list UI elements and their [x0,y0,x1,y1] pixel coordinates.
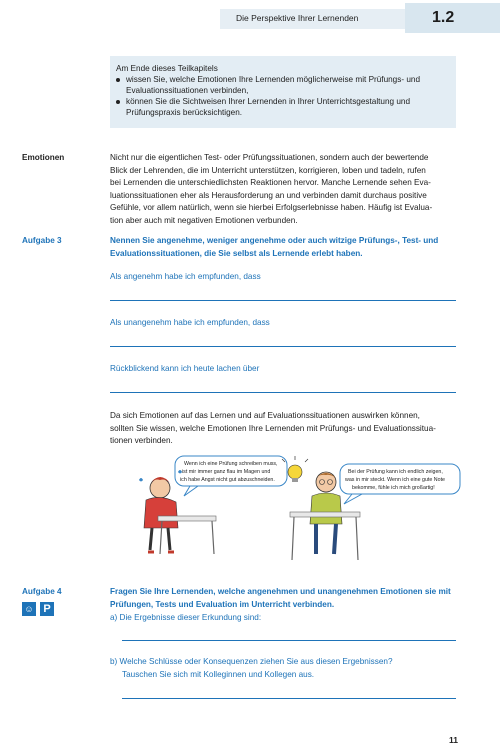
bullet-icon [116,78,120,82]
bubble-right-line: bekomme, fühle ich mich großartig! [352,485,435,491]
aufgabe-4-part-b-line-2: Tauschen Sie sich mit Kolleginnen und Kollegen aus. [122,670,315,679]
prompt-unpleasant: Als unangenehm habe ich empfunden, dass [110,318,270,327]
transition-line: tionen verbinden. [110,436,173,445]
page-number: 11 [449,735,458,745]
group-work-icon: ☺ [22,602,36,616]
paragraph-line: tion aber auch mit negativen Emotionen verbunden. [110,215,298,225]
portfolio-p-icon: P [40,602,54,616]
prompt-funny: Rückblickend kann ich heute lachen über [110,364,260,373]
transition-line: Da sich Emotionen auf das Lernen und auf Evaluationssituationen auswirken können, [110,411,420,420]
paragraph-line: luationssituationen eher als Herausforderung an und verbinden damit durchaus positive [110,190,427,200]
answer-line-conclusions[interactable] [122,698,456,699]
answer-line-funny[interactable] [110,392,456,393]
anxious-student-figure [144,477,216,554]
page-header [0,0,500,34]
objective-1-line-2: Evaluationssituationen verbinden, [126,86,249,95]
answer-line-pleasant[interactable] [110,300,456,301]
objective-2-line-2: Prüfungspraxis berücksichtigen. [126,108,243,117]
learning-objectives-box [110,56,456,128]
aufgabe-4-label: Aufgabe 4 [22,587,62,596]
paragraph-line: Gefühle, vor allem natürlich, wenn sie hierbei Erfolgserlebnisse haben. Häufig ist Evalua- [110,203,433,212]
speech-bubble-confident [340,464,460,504]
aufgabe-3-task-line-1: Nennen Sie angenehme, weniger angenehme oder auch witzige Prüfungs-, Test- und [110,236,439,245]
bubble-left-line: ist mir immer ganz flau im Magen und [182,469,271,475]
bubble-left-line: ich habe Angst nicht gut abzuschneiden. [180,477,275,483]
bubble-right-line: was in mir steckt. Wenn ich eine gute Note [345,477,445,483]
bubble-left-line: Wenn ich eine Prüfung schreiben muss, [184,461,278,467]
header-left-band [0,9,220,29]
objective-2-line-1: können Sie die Sichtweisen Ihrer Lernenden in Ihrer Unterrichtsgestaltung und [126,97,411,106]
paragraph-line: Nicht nur die eigentlichen Test- oder Prüfungssituationen, sondern auch der bewertende [110,153,429,162]
paragraph-line: Blick der Lehrenden, die im Unterricht unterstützen, korrigieren, loben und tadeln, rufen [110,165,426,175]
speech-bubble-anxious [175,456,287,496]
answer-line-results[interactable] [122,640,456,641]
bullet-icon [116,100,120,104]
section-title: Die Perspektive Ihrer Lernenden [236,13,359,23]
objective-1-line-1: wissen Sie, welche Emotionen Ihre Lernenden möglicherweise mit Prüfungs- und [126,75,420,84]
objectives-intro: Am Ende dieses Teilkapitels [116,64,218,73]
bubble-right-line: Bei der Prüfung kann ich endlich zeigen, [348,469,443,475]
transition-line: sollten Sie wissen, welche Emotionen Ihre Lernenden mit Prüfungs- und Evaluationssitua- [110,423,436,433]
emotionen-label: Emotionen [22,153,65,162]
aufgabe-4-part-b-line-1: b) Welche Schlüsse oder Konsequenzen ziehen Sie aus diesen Ergebnissen? [110,657,393,666]
aufgabe-4-task-line-1: Fragen Sie Ihre Lernenden, welche angenehmen und unangenehmen Emotionen sie mit [110,587,451,596]
aufgabe-4-task-line-2: Prüfungen, Tests und Evaluation im Unterricht verbinden. [110,599,335,609]
aufgabe-3-label: Aufgabe 3 [22,236,62,245]
prompt-pleasant: Als angenehm habe ich empfunden, dass [110,272,261,281]
chapter-number: 1.2 [432,9,455,26]
students-illustration [130,450,470,568]
answer-line-unpleasant[interactable] [110,346,456,347]
aufgabe-3-task-line-2: Evaluationssituationen, die Sie selbst als Lernende erlebt haben. [110,248,363,258]
paragraph-line: bei Lernenden die unterschiedlichsten Reaktionen hervor. Manche Lernende sehen Eva- [110,178,431,187]
aufgabe-4-part-a: a) Die Ergebnisse dieser Erkundung sind: [110,613,262,622]
